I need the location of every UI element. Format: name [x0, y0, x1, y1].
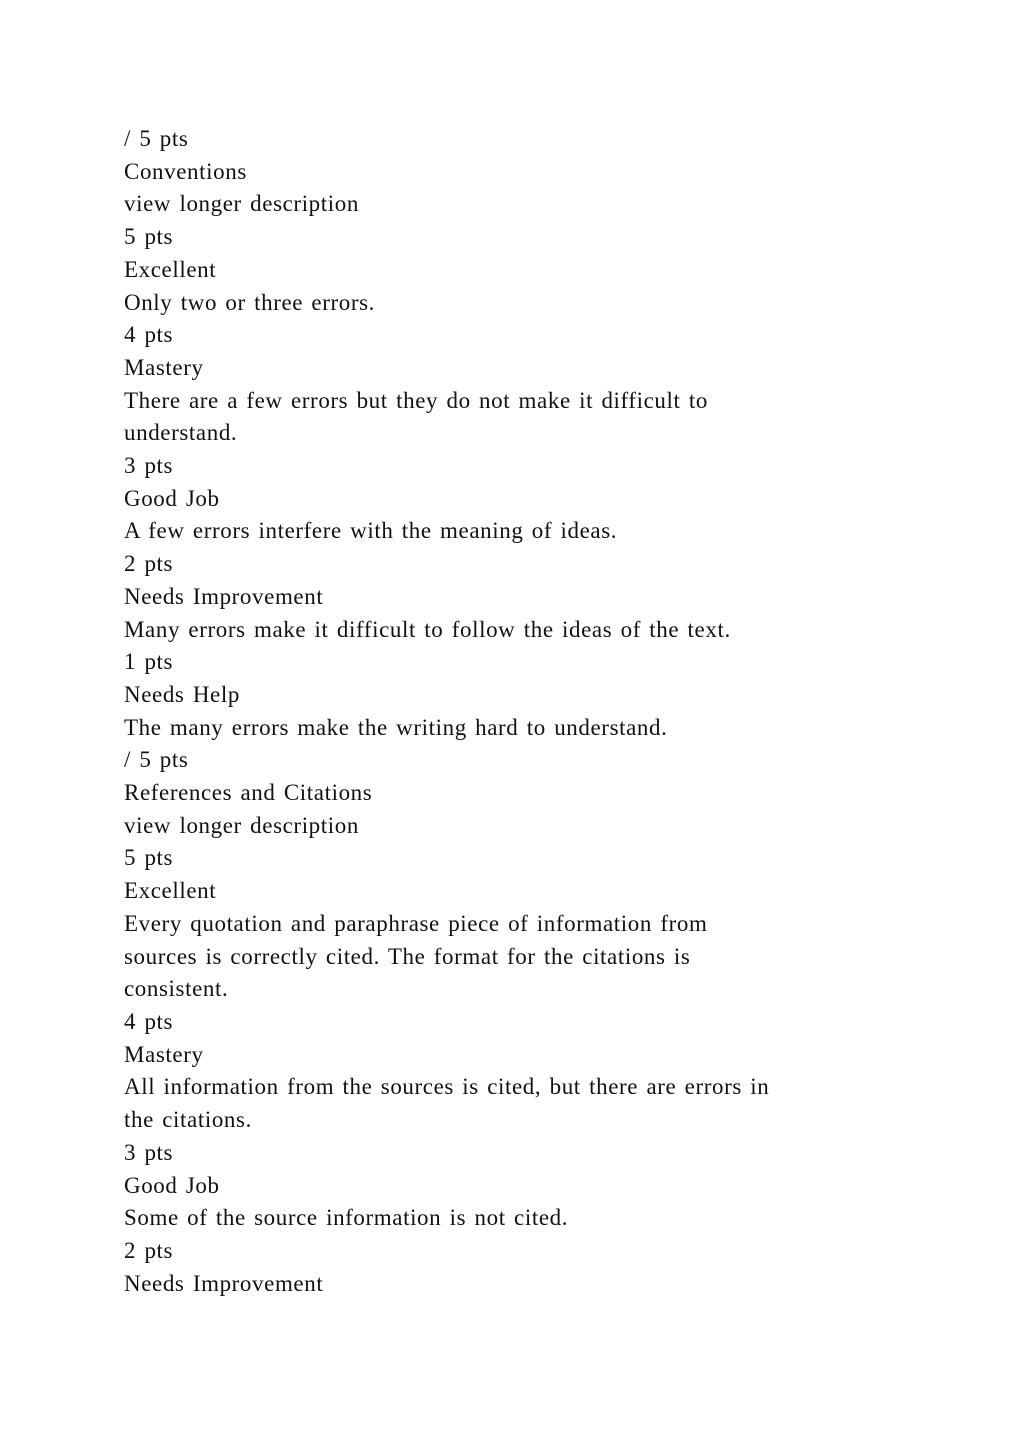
rating-label: Mastery [124, 1041, 204, 1067]
rating-points: 5 pts [124, 845, 174, 871]
rating-points: 3 pts [124, 453, 174, 479]
rating-description: Every quotation and paraphrase piece of information from [124, 910, 708, 936]
rating-description: There are a few errors but they do not make it difficult to [124, 387, 708, 413]
criterion-title: References and Citations [124, 780, 373, 806]
rating-description: understand. [124, 420, 238, 446]
rating-label: Good Job [124, 1172, 220, 1198]
points-total: / 5 pts [124, 747, 189, 773]
rating-points: 4 pts [124, 1008, 174, 1034]
rating-description: consistent. [124, 976, 229, 1002]
rating-description: Only two or three errors. [124, 289, 376, 315]
view-longer-description-link[interactable]: view longer description [124, 812, 359, 838]
rating-points: 4 pts [124, 322, 174, 348]
rating-description: sources is correctly cited. The format for the citations is [124, 943, 691, 969]
rating-description: A few errors interfere with the meaning of ideas. [124, 518, 618, 544]
rating-description: Some of the source information is not cited. [124, 1205, 569, 1231]
rating-label: Good Job [124, 485, 220, 511]
rating-description: The many errors make the writing hard to understand. [124, 714, 668, 740]
rating-points: 3 pts [124, 1139, 174, 1165]
rating-points: 1 pts [124, 649, 174, 675]
points-total: / 5 pts [124, 126, 189, 151]
rating-description: All information from the sources is cited, but there are errors in [124, 1074, 770, 1100]
document-body [124, 123, 914, 1300]
rating-label: Excellent [124, 878, 217, 904]
rating-description: the citations. [124, 1107, 252, 1133]
rating-label: Needs Help [124, 681, 240, 707]
rating-points: 5 pts [124, 224, 174, 250]
rating-points: 2 pts [124, 551, 174, 577]
rating-points: 2 pts [124, 1237, 174, 1263]
rating-label: Needs Improvement [124, 1270, 324, 1296]
view-longer-description-link[interactable]: view longer description [124, 191, 359, 217]
rating-label: Mastery [124, 354, 204, 380]
rating-description: Many errors make it difficult to follow the ideas of the text. [124, 616, 731, 642]
criterion-title: Conventions [124, 158, 247, 184]
rating-label: Needs Improvement [124, 583, 324, 609]
rating-label: Excellent [124, 256, 217, 282]
